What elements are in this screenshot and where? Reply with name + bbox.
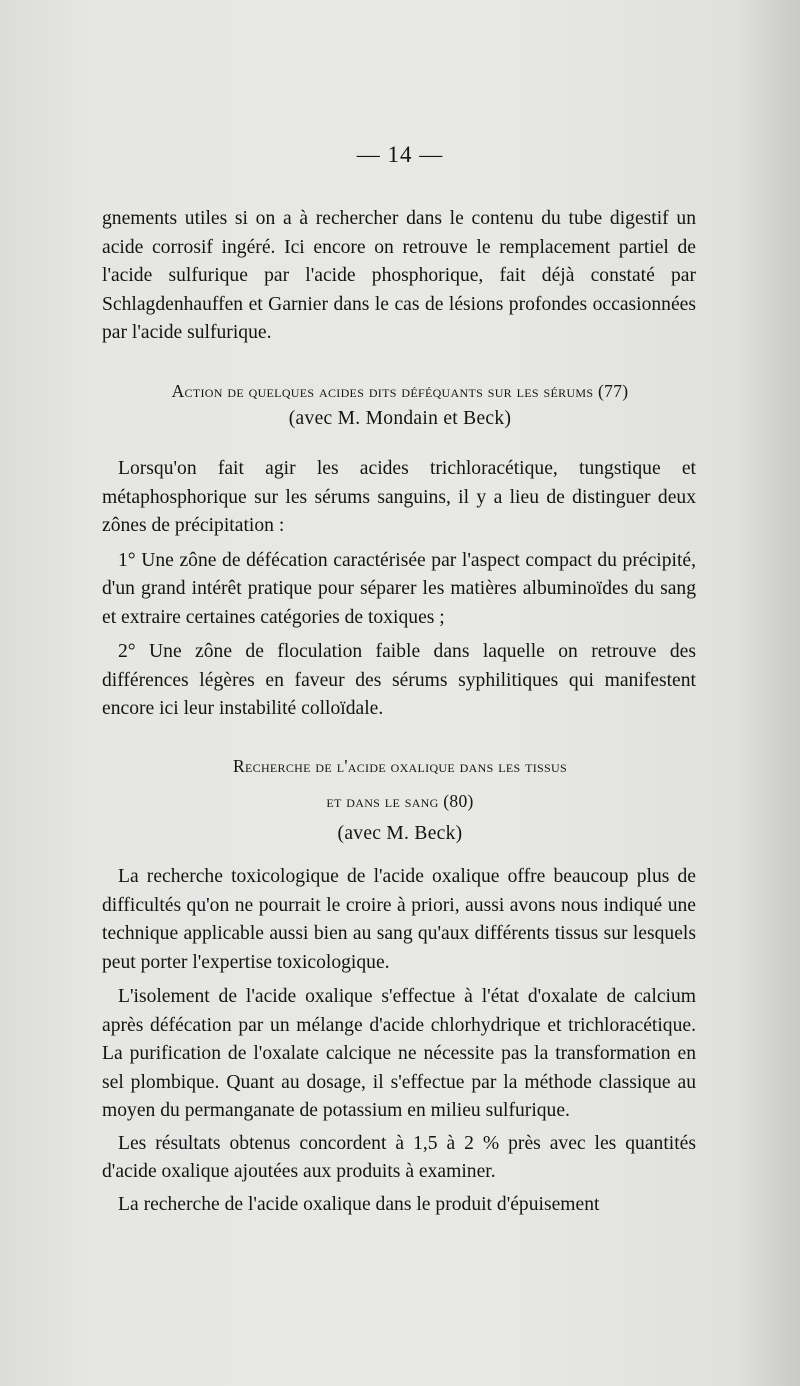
section-heading-acide-oxalique: [102, 749, 698, 849]
body-paragraph: La recherche de l'acide oxalique dans le produit d'épuisement: [118, 1193, 600, 1215]
intro-paragraph: gnements utiles si on a à rechercher dans le contenu du tube digestif un acide corrosif ingéré. Ici encore on retrouve le remplacement partiel de l'acide sulfurique par l'acide phosphorique, fait déjà constaté par Schlagdenhauffen et Garnier dans le cas de lésions profondes occasionnées par l'acide sulfurique.: [102, 208, 696, 343]
section-title: Action de quelques acides dits déféquants sur les sérums (77): [171, 381, 629, 401]
body-paragraph: Lorsqu'on fait agir les acides trichloracétique, tungstique et métaphosphorique sur les sérums sanguins, il y a lieu de distinguer deux zônes de précipitation :: [102, 458, 696, 536]
section-heading-acides-dits-defequants: [102, 378, 698, 432]
intro-text-block: [102, 205, 696, 348]
page-number: — 14 —: [356, 142, 444, 167]
body-paragraph: L'isolement de l'acide oxalique s'effectue à l'état d'oxalate de calcium après défécation par un mélange d'acide chlorhydrique et trichloracétique. La purification de l'oxalate calcique ne nécessite pas la transformation en sel plombique. Quant au dosage, il s'effectue par la méthode classique au moyen du permanganate de potassium en milieu sulfurique.: [102, 986, 696, 1121]
section-title-line1: Recherche de l'acide oxalique dans les tissus: [233, 756, 567, 776]
body-paragraph: Les résultats obtenus concordent à 1,5 à 2 % près avec les quantités d'acide oxalique ajoutées aux produits à examiner.: [102, 1132, 696, 1182]
body-paragraph: 1° Une zône de défécation caractérisée par l'aspect compact du précipité, d'un grand intérêt pratique pour séparer les matières albuminoïdes du sang et extraire certaines catégories de toxiques ;: [102, 549, 696, 628]
section1-text-block: [102, 455, 696, 724]
body-paragraph: La recherche toxicologique de l'acide oxalique offre beaucoup plus de difficultés qu'on ne pourrait le croire à priori, aussi avons nous indiqué une technique applicable aussi bien au sang qu'aux différents tissus sur lesquels peut porter l'expertise toxicologique.: [102, 866, 696, 973]
section-authors: (avec M. Mondain et Beck): [288, 408, 512, 429]
section-authors: (avec M. Beck): [337, 823, 463, 844]
section-title-line2: et dans le sang (80): [326, 791, 474, 811]
body-paragraph: 2° Une zône de floculation faible dans laquelle on retrouve des différences légères en faveur des sérums syphilitiques qui manifestent encore ici leur instabilité colloïdale.: [102, 641, 696, 719]
section2-text-block: [102, 863, 696, 1219]
